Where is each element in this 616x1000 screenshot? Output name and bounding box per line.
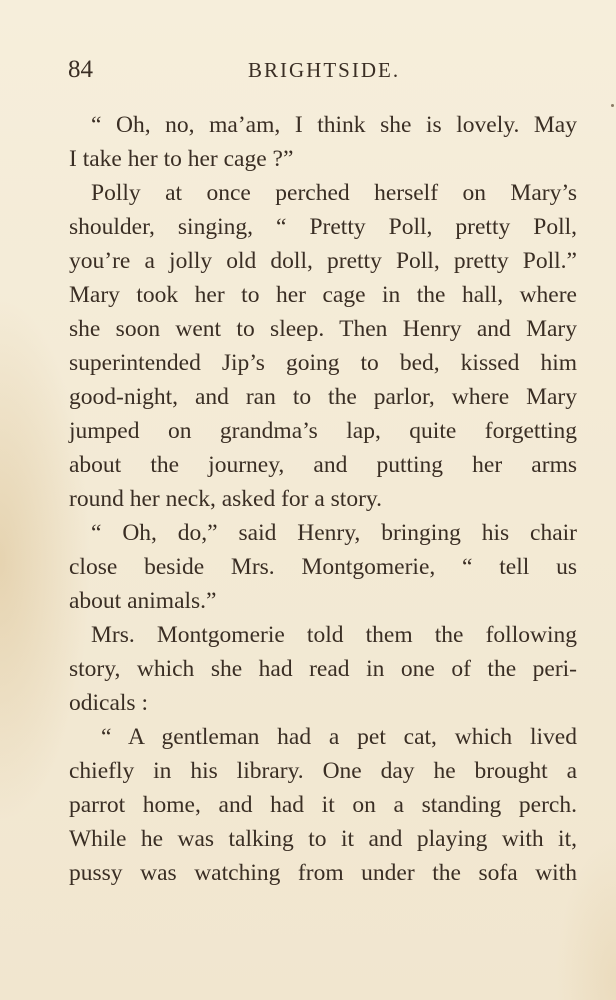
- text-line: Mrs. Montgomerie told them the following: [91, 622, 577, 648]
- running-title: BRIGHTSIDE.: [248, 58, 401, 82]
- text-line: parrot home, and had it on a standing perch.: [69, 792, 577, 818]
- text-line: Mary took her to her cage in the hall, where: [69, 282, 577, 308]
- body-text: [69, 108, 577, 890]
- text-line: “ Oh, no, ma’am, I think she is lovely. May: [91, 112, 577, 138]
- text-line: I take her to her cage ?”: [69, 146, 294, 172]
- text-line: pussy was watching from under the sofa with: [69, 860, 577, 886]
- page-number: 84: [68, 56, 93, 83]
- text-line: story, which she had read in one of the peri-: [69, 656, 577, 682]
- text-line: you’re a jolly old doll, pretty Poll, pretty Poll.”: [69, 248, 577, 274]
- text-line: shoulder, singing, “ Pretty Poll, pretty Poll,: [69, 214, 577, 240]
- text-line: odicals :: [69, 690, 148, 716]
- text-line: about animals.”: [69, 588, 217, 614]
- text-line: she soon went to sleep. Then Henry and Mary: [69, 316, 577, 342]
- text-line: jumped on grandma’s lap, quite forgetting: [69, 418, 577, 444]
- text-line: Polly at once perched herself on Mary’s: [91, 180, 577, 206]
- text-line: chiefly in his library. One day he brought a: [69, 758, 577, 784]
- text-line: While he was talking to it and playing with it,: [69, 826, 577, 852]
- text-line: about the journey, and putting her arms: [69, 452, 577, 478]
- text-line: round her neck, asked for a story.: [69, 486, 383, 512]
- text-line: close beside Mrs. Montgomerie, “ tell us: [69, 554, 577, 580]
- paper-speck: [611, 104, 614, 107]
- page-header: [68, 52, 578, 88]
- text-line: good-night, and ran to the parlor, where Mary: [69, 384, 577, 410]
- text-line: “ A gentleman had a pet cat, which lived: [101, 724, 577, 750]
- text-line: “ Oh, do,” said Henry, bringing his chair: [91, 520, 577, 546]
- text-line: superintended Jip’s going to bed, kissed him: [69, 350, 577, 376]
